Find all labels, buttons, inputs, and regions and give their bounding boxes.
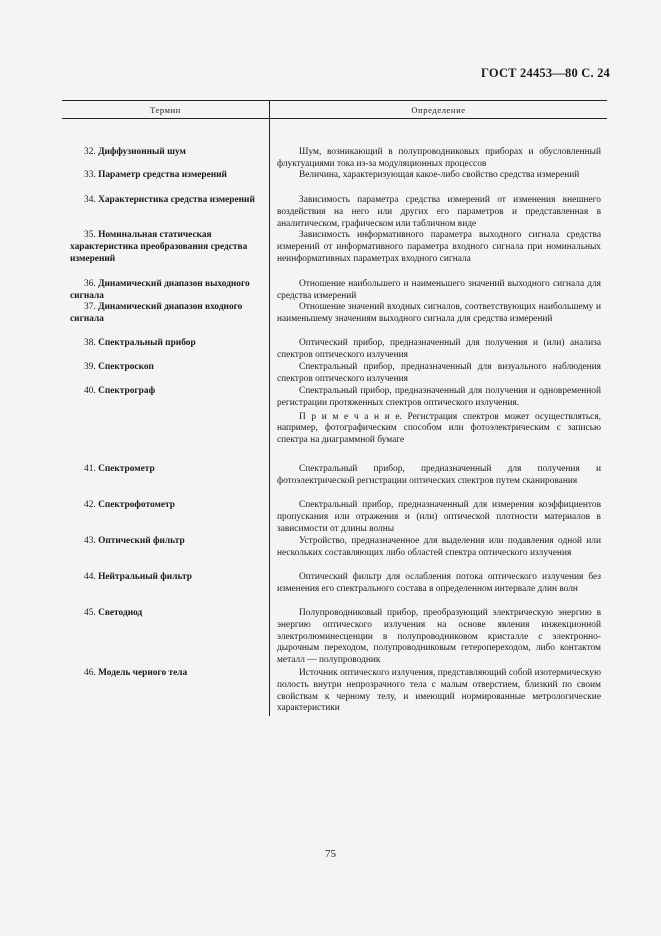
term-name: Номинальная статическая характеристика преобразования средства измерений (70, 230, 248, 264)
definition-text: Источник оптического излучения, представляющий собой изотермическую полость внутри непрозрачного тела с малым отверстием, близкий по своим свойствам к черному телу, и имеющий нормированные метрологические характеристики (277, 668, 601, 714)
definition-text: Спектральный прибор, предназначенный для визуального наблюдения спектров оптического излучения (277, 362, 601, 384)
table-row (62, 147, 607, 171)
term-name: Светодиод (98, 608, 143, 618)
definition-text: Оптический прибор, предназначенный для получения и (или) анализа спектров оптического излучения (277, 338, 601, 360)
term-cell (62, 608, 269, 667)
table-row (62, 386, 607, 447)
definition-text: Спектральный прибор, предназначенный для получения и фотоэлектрической регистрации оптических спектров путем сканирования (277, 464, 601, 486)
definition-cell (269, 302, 607, 326)
page-number: 75 (325, 848, 336, 860)
table-row (62, 668, 607, 715)
term-cell (62, 147, 269, 171)
definition-text: Спектральный прибор, предназначенный для получения и одновременной регистрации протяженных спектров оптического излучения. (277, 386, 601, 408)
term-cell (62, 668, 269, 715)
term-number: 40. (84, 386, 96, 396)
table-row (62, 608, 607, 667)
definition-text: Величина, характеризующая какое-либо свойство средства измерений (299, 170, 580, 180)
table-row (62, 170, 607, 182)
column-header-term: Термин (62, 101, 270, 118)
term-name: Спектрофотометр (98, 500, 175, 510)
term-number: 45. (84, 608, 96, 618)
table-row (62, 302, 607, 326)
term-number: 32. (84, 147, 96, 157)
definition-cell (269, 464, 607, 488)
definition-cell (269, 362, 607, 386)
term-name: Спектрометр (98, 464, 155, 474)
definition-text: Оптический фильтр для ослабления потока оптического излучения без изменения его спектрального состава в определенном интервале длин волн (277, 572, 601, 594)
term-number: 33. (84, 170, 96, 180)
table-row (62, 572, 607, 596)
term-name: Спектроскоп (98, 362, 154, 372)
definition-cell (269, 195, 607, 230)
term-number: 35. (84, 230, 96, 240)
term-name: Динамический диапазон выходного сигнала (70, 279, 250, 301)
definition-cell (269, 279, 607, 303)
table-row (62, 536, 607, 560)
term-cell (62, 572, 269, 596)
note-text: П р и м е ч а н и е. Регистрация спектров может осуществляться, например, фотографическим способом или фотоэлектрическим с записью спектра на диаграммной бумаге (277, 411, 601, 446)
definition-cell (269, 608, 607, 667)
term-cell (62, 195, 269, 230)
definition-text: Отношение наибольшего и наименьшего значений выходного сигнала для средства измерений (277, 279, 601, 301)
table-row (62, 362, 607, 386)
definition-cell (269, 572, 607, 596)
term-number: 37. (84, 302, 96, 312)
definition-text: Зависимость параметра средства измерений от изменения внешнего воздействия на него или других его параметров и представленная в аналитическом, графическом или табличном виде (277, 195, 601, 229)
definition-cell (269, 338, 607, 362)
term-cell (62, 500, 269, 535)
term-name: Характеристика средства измерений (98, 195, 255, 205)
term-name: Спектральный прибор (98, 338, 196, 348)
definition-text: Зависимость информативного параметра выходного сигнала средства измерений от информативного параметра входного сигнала при номинальных неинформативных параметрах входного сигнала (277, 230, 601, 264)
table-row (62, 500, 607, 535)
definition-text: Полупроводниковый прибор, преобразующий электрическую энергию в энергию оптического излучения на основе явления инжекционной электролюминесценции в полупроводниковом кристалле с электронно-дырочным переходом, полупроводниковым гетеропереходом, либо контактом металл — полупроводник (277, 608, 601, 666)
term-number: 42. (84, 500, 96, 510)
term-number: 39. (84, 362, 96, 372)
table-row (62, 230, 607, 265)
term-number: 46. (84, 668, 96, 678)
terms-table (62, 100, 607, 714)
definition-cell (269, 230, 607, 265)
term-name: Оптический фильтр (98, 536, 185, 546)
term-cell (62, 230, 269, 265)
definition-cell (269, 668, 607, 715)
term-cell (62, 338, 269, 362)
definition-cell (269, 147, 607, 171)
term-name: Параметр средства измерений (98, 170, 227, 180)
table-row (62, 464, 607, 488)
definition-cell (269, 536, 607, 560)
table-row (62, 279, 607, 303)
term-number: 34. (84, 195, 96, 205)
definition-text: Спектральный прибор, предназначенный для измерения коэффициентов пропускания или отражения и (или) оптической плотности материалов в зависимости от длины волны (277, 500, 601, 534)
definition-text: Устройство, предназначенное для выделения или подавления одной или нескольких составляющих либо областей спектра оптического излучения (277, 536, 601, 558)
document-reference: ГОСТ 24453—80 С. 24 (481, 66, 610, 80)
term-cell (62, 464, 269, 488)
term-number: 36. (84, 279, 96, 289)
column-header-definition: Определение (411, 104, 466, 115)
definition-text: Шум, возникающий в полупроводниковых приборах и обусловленный флуктуациями тока из-за модуляционных процессов (277, 147, 601, 169)
definition-cell (269, 500, 607, 535)
term-name: Динамический диапазон входного сигнала (70, 302, 243, 324)
term-name: Спектрограф (98, 386, 156, 396)
definition-text: Отношение значений входных сигналов, соответствующих наибольшему и наименьшему значениям выходного сигнала для средства измерений (277, 302, 601, 324)
term-cell (62, 170, 269, 182)
term-name: Нейтральный фильтр (98, 572, 192, 582)
term-name: Модель черного тела (98, 668, 188, 678)
term-number: 43. (84, 536, 96, 546)
term-number: 41. (84, 464, 96, 474)
term-name: Диффузионный шум (98, 147, 186, 157)
term-cell (62, 386, 269, 447)
term-cell (62, 362, 269, 386)
term-number: 44. (84, 572, 96, 582)
definition-cell (269, 170, 607, 182)
term-cell (62, 536, 269, 560)
definition-cell (269, 386, 607, 447)
term-number: 38. (84, 338, 96, 348)
term-cell (62, 279, 269, 303)
table-row (62, 338, 607, 362)
table-row (62, 195, 607, 230)
term-cell (62, 302, 269, 326)
table-header (62, 100, 607, 119)
